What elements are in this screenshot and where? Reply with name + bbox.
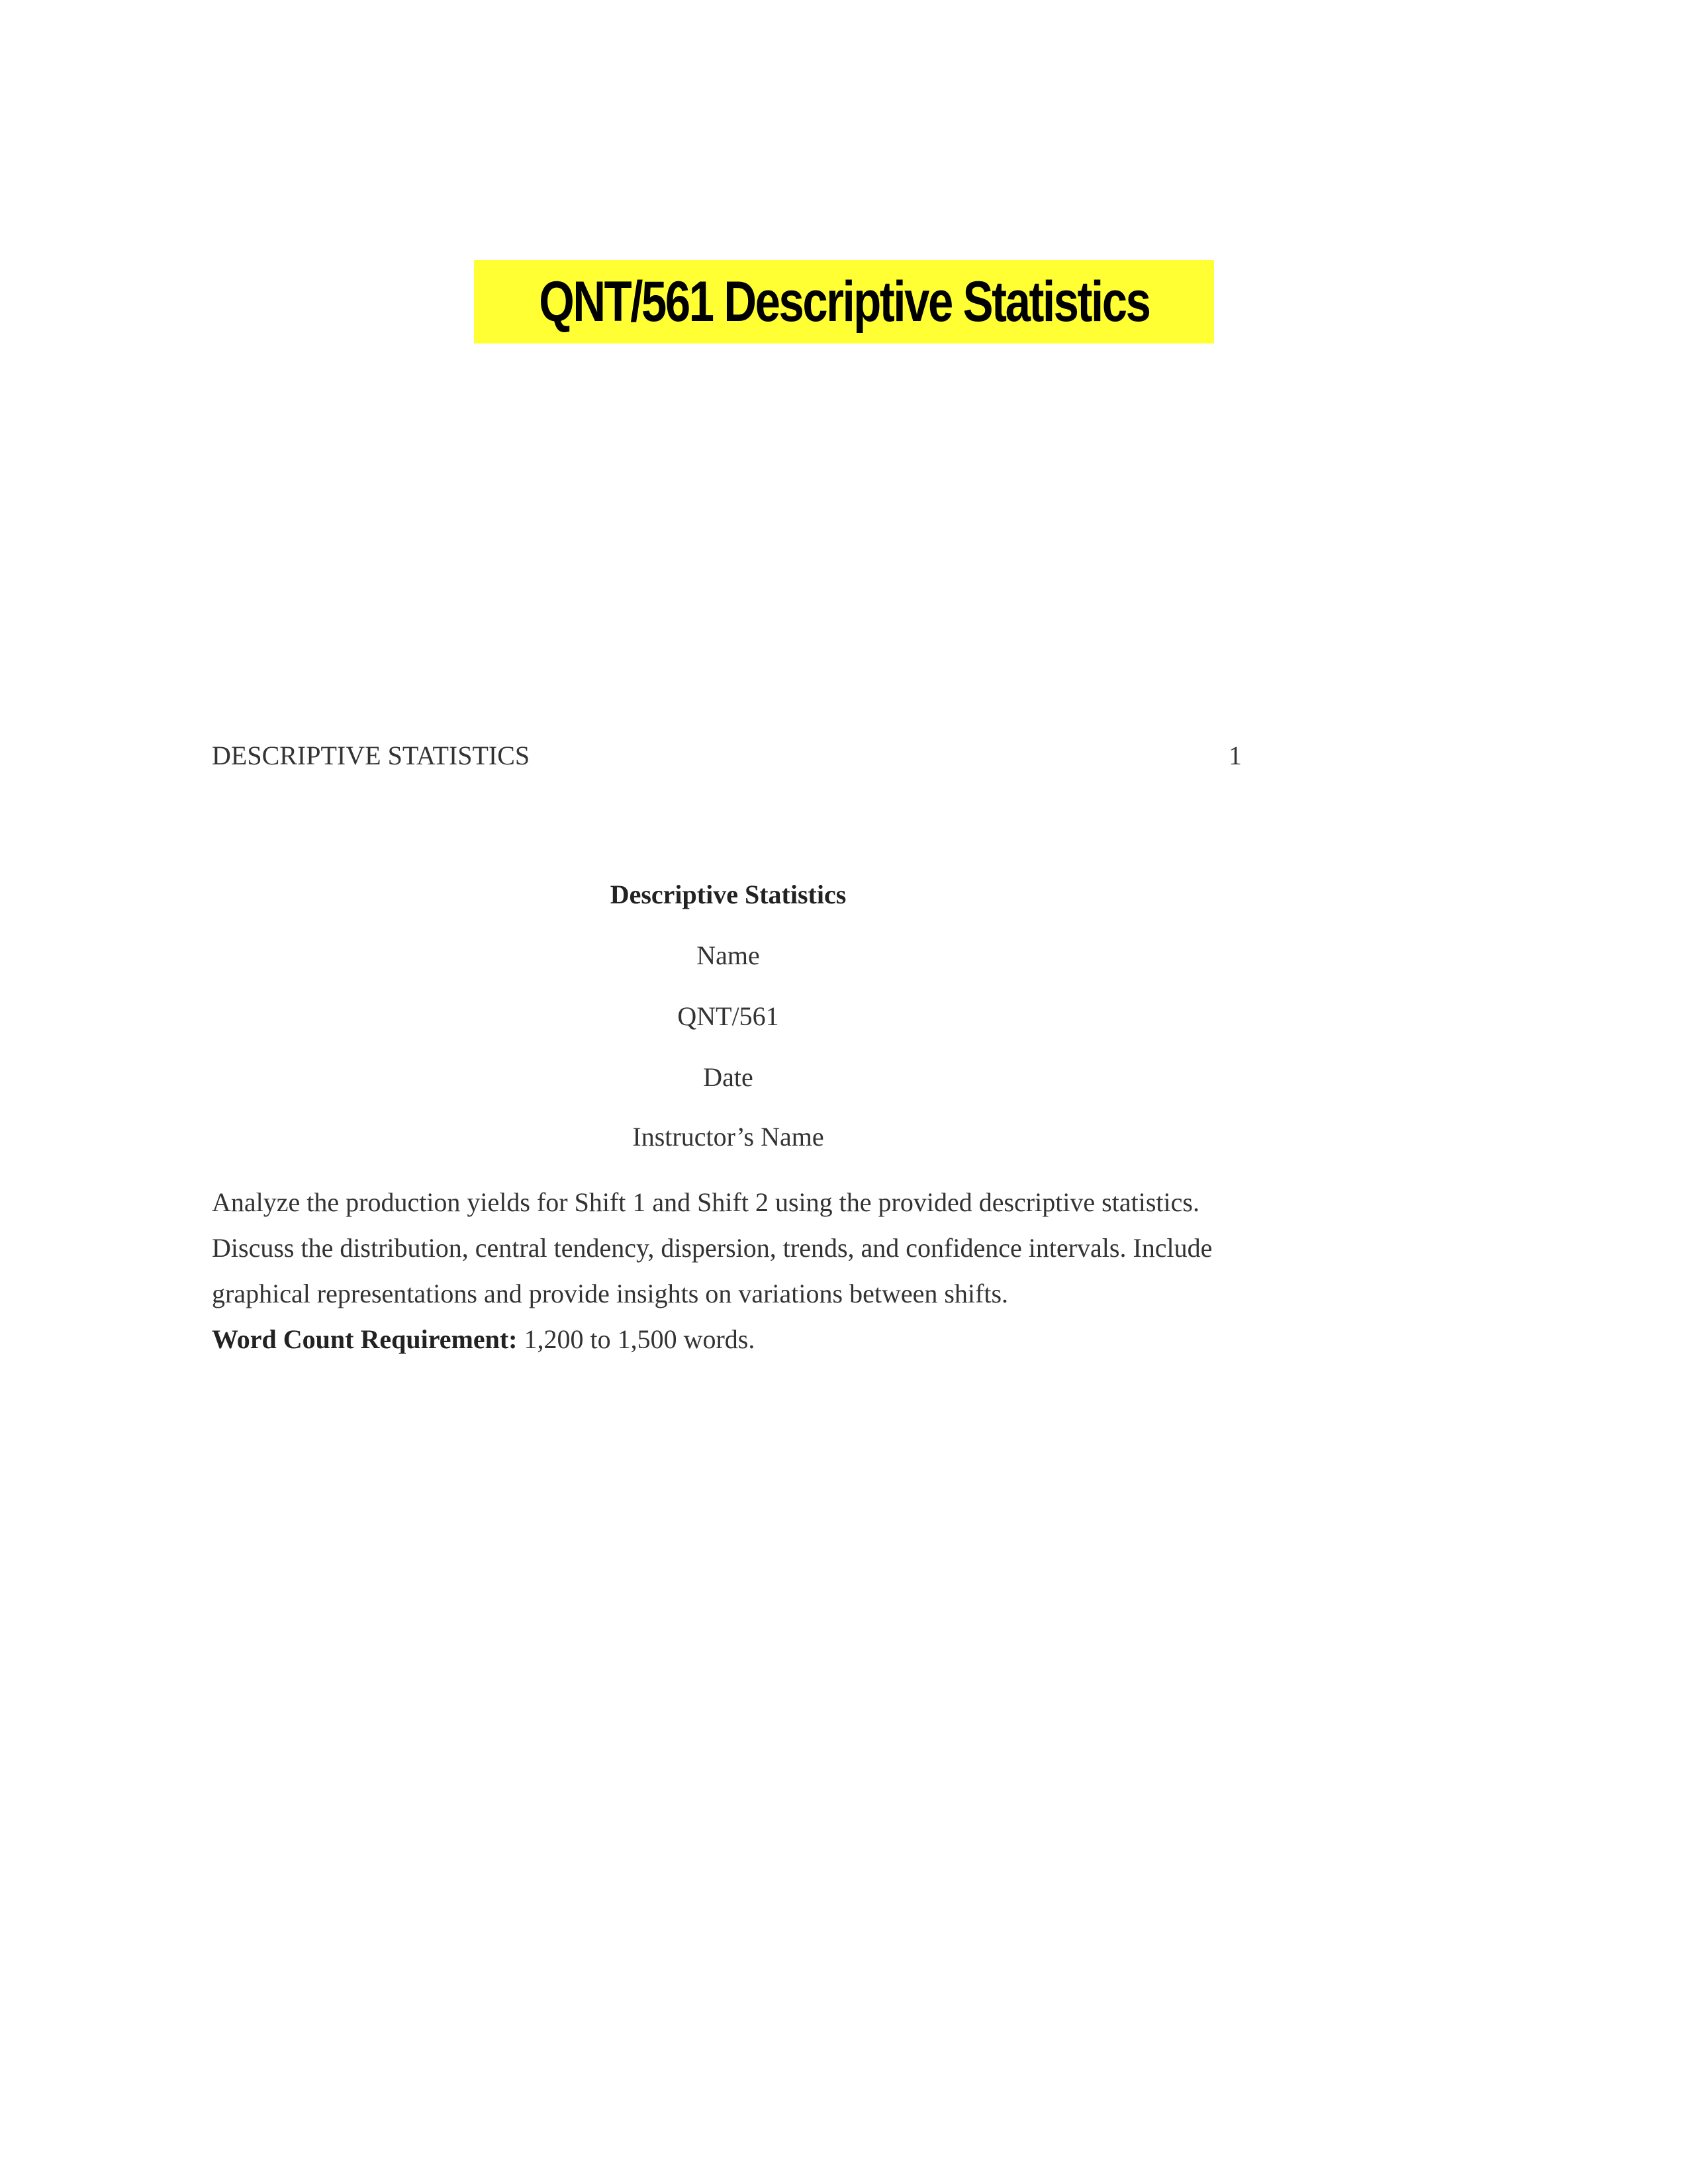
- banner-title: QNT/561 Descriptive Statistics: [538, 269, 1150, 334]
- course-code: QNT/561: [677, 1001, 779, 1031]
- word-count-requirement: [212, 1316, 1258, 1362]
- description-line-3: graphical representations and provide insights on variations between shifts.: [212, 1279, 1009, 1308]
- word-count-label: Word Count Requirement:: [212, 1324, 518, 1354]
- page-number: 1: [1229, 741, 1242, 770]
- running-head: DESCRIPTIVE STATISTICS: [212, 741, 530, 770]
- title-banner: [474, 260, 1214, 343]
- description-line-2: Discuss the distribution, central tendency, dispersion, trends, and confidence intervals. Include: [212, 1233, 1213, 1263]
- instructor-name: Instructor’s Name: [632, 1122, 824, 1152]
- paper-title: Descriptive Statistics: [610, 880, 847, 909]
- word-count-value: 1,200 to 1,500 words.: [517, 1324, 755, 1354]
- assignment-description: [212, 1179, 1258, 1362]
- description-line-1: Analyze the production yields for Shift 1 and Shift 2 using the provided descriptive statistics.: [212, 1187, 1199, 1217]
- author-name: Name: [696, 940, 760, 970]
- paper-date: Date: [703, 1062, 753, 1092]
